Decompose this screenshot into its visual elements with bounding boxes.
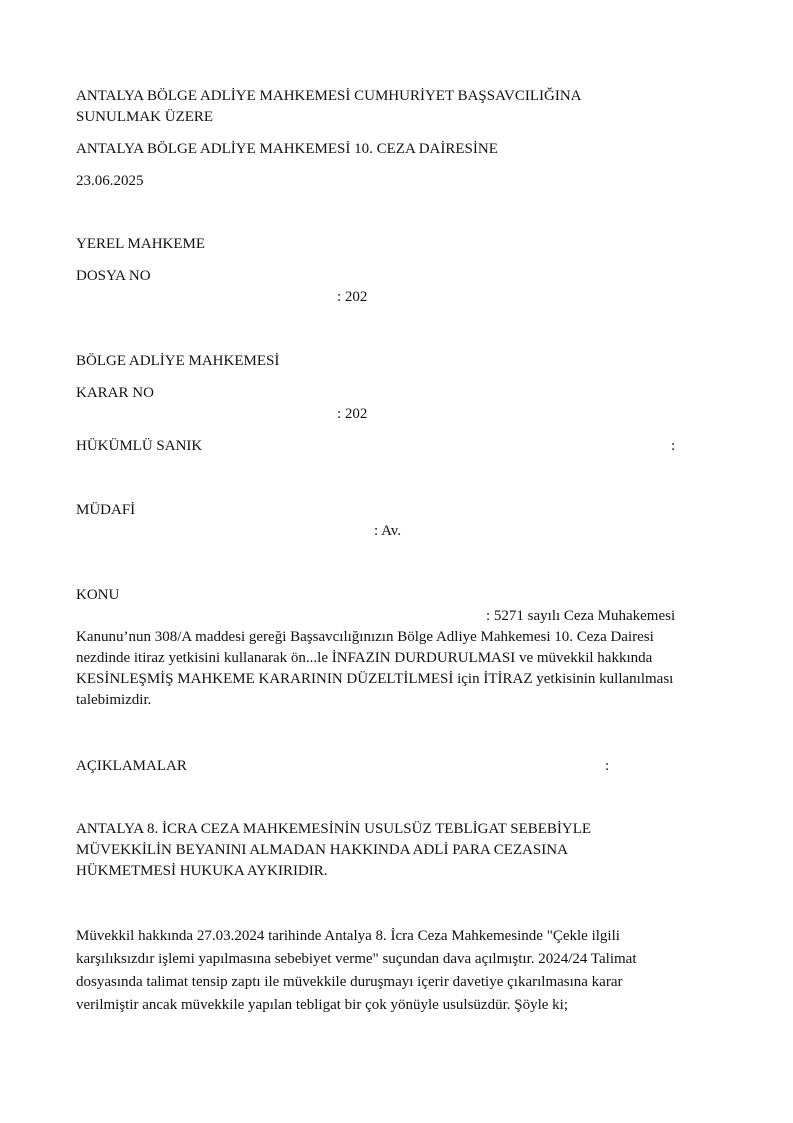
court-addressee: ANTALYA BÖLGE ADLİYE MAHKEMESİ 10. CEZA DAİRESİNE (76, 141, 498, 157)
addressee-line-1: ANTALYA BÖLGE ADLİYE MAHKEMESİ CUMHURİYET BAŞSAVCILIĞINA (76, 88, 582, 104)
heading-line: ANTALYA 8. İCRA CEZA MAHKEMESİNİN USULSÜZ TEBLİGAT SEBEBİYLE (76, 821, 592, 837)
decision-no-label: KARAR NO (76, 385, 154, 401)
subject-label: KONU (76, 587, 120, 603)
heading-line: MÜVEKKİLİN BEYANINI ALMADAN HAKKINDA ADLİ PARA CEZASINA (76, 842, 568, 858)
body-line: Müvekkil hakkında 27.03.2024 tarihinde Antalya 8. İcra Ceza Mahkemesinde "Çekle ilgili (76, 928, 620, 944)
convicted-label: HÜKÜMLÜ SANIK (76, 438, 203, 454)
file-no-label: DOSYA NO (76, 268, 151, 284)
body-paragraph (76, 925, 726, 1017)
explanations-label: AÇIKLAMALAR (76, 758, 187, 774)
counsel-value: : Av. (374, 523, 402, 539)
body-line: karşılıksızdır işlemi yapılmasına sebebiyet verme" suçundan dava açılmıştır. 2024/24 Talimat (76, 951, 637, 967)
regional-court-label: BÖLGE ADLİYE MAHKEMESİ (76, 353, 280, 369)
counsel-label: MÜDAFİ (76, 502, 136, 518)
document-date: 23.06.2025 (76, 173, 144, 189)
heading-line: HÜKMETMESİ HUKUKA AYKIRIDIR. (76, 863, 328, 879)
local-court-label: YEREL MAHKEME (76, 236, 206, 252)
subject-paragraph (76, 627, 736, 711)
subject-line: nezdinde itiraz yetkisini kullanarak ön...le İNFAZIN DURDURULMASI ve müvekkil hakkında (76, 650, 653, 666)
subject-value: : 5271 sayılı Ceza Muhakemesi (486, 608, 676, 624)
body-line: verilmiştir ancak müvekkile yapılan tebligat bir çok yönüyle usulsüzdür. Şöyle ki; (76, 997, 568, 1013)
decision-no-value: : 202 (337, 406, 368, 422)
file-no-value: : 202 (337, 289, 368, 305)
subject-line: KESİNLEŞMİŞ MAHKEME KARARININ DÜZELTİLMESİ için İTİRAZ yetkisinin kullanılması (76, 671, 674, 687)
subject-line: talebimizdir. (76, 692, 152, 708)
explanations-value: : (605, 758, 610, 774)
subject-line: Kanunu’nun 308/A maddesi gereği Başsavcılığınızın Bölge Adliye Mahkemesi 10. Ceza Dairesi (76, 629, 654, 645)
addressee-line-2: SUNULMAK ÜZERE (76, 109, 214, 125)
section-heading (76, 819, 726, 882)
convicted-value: : (671, 438, 676, 454)
body-line: dosyasında talimat tensip zaptı ile müvekkile duruşmayı içerir davetiye çıkarılmasına karar (76, 974, 623, 990)
